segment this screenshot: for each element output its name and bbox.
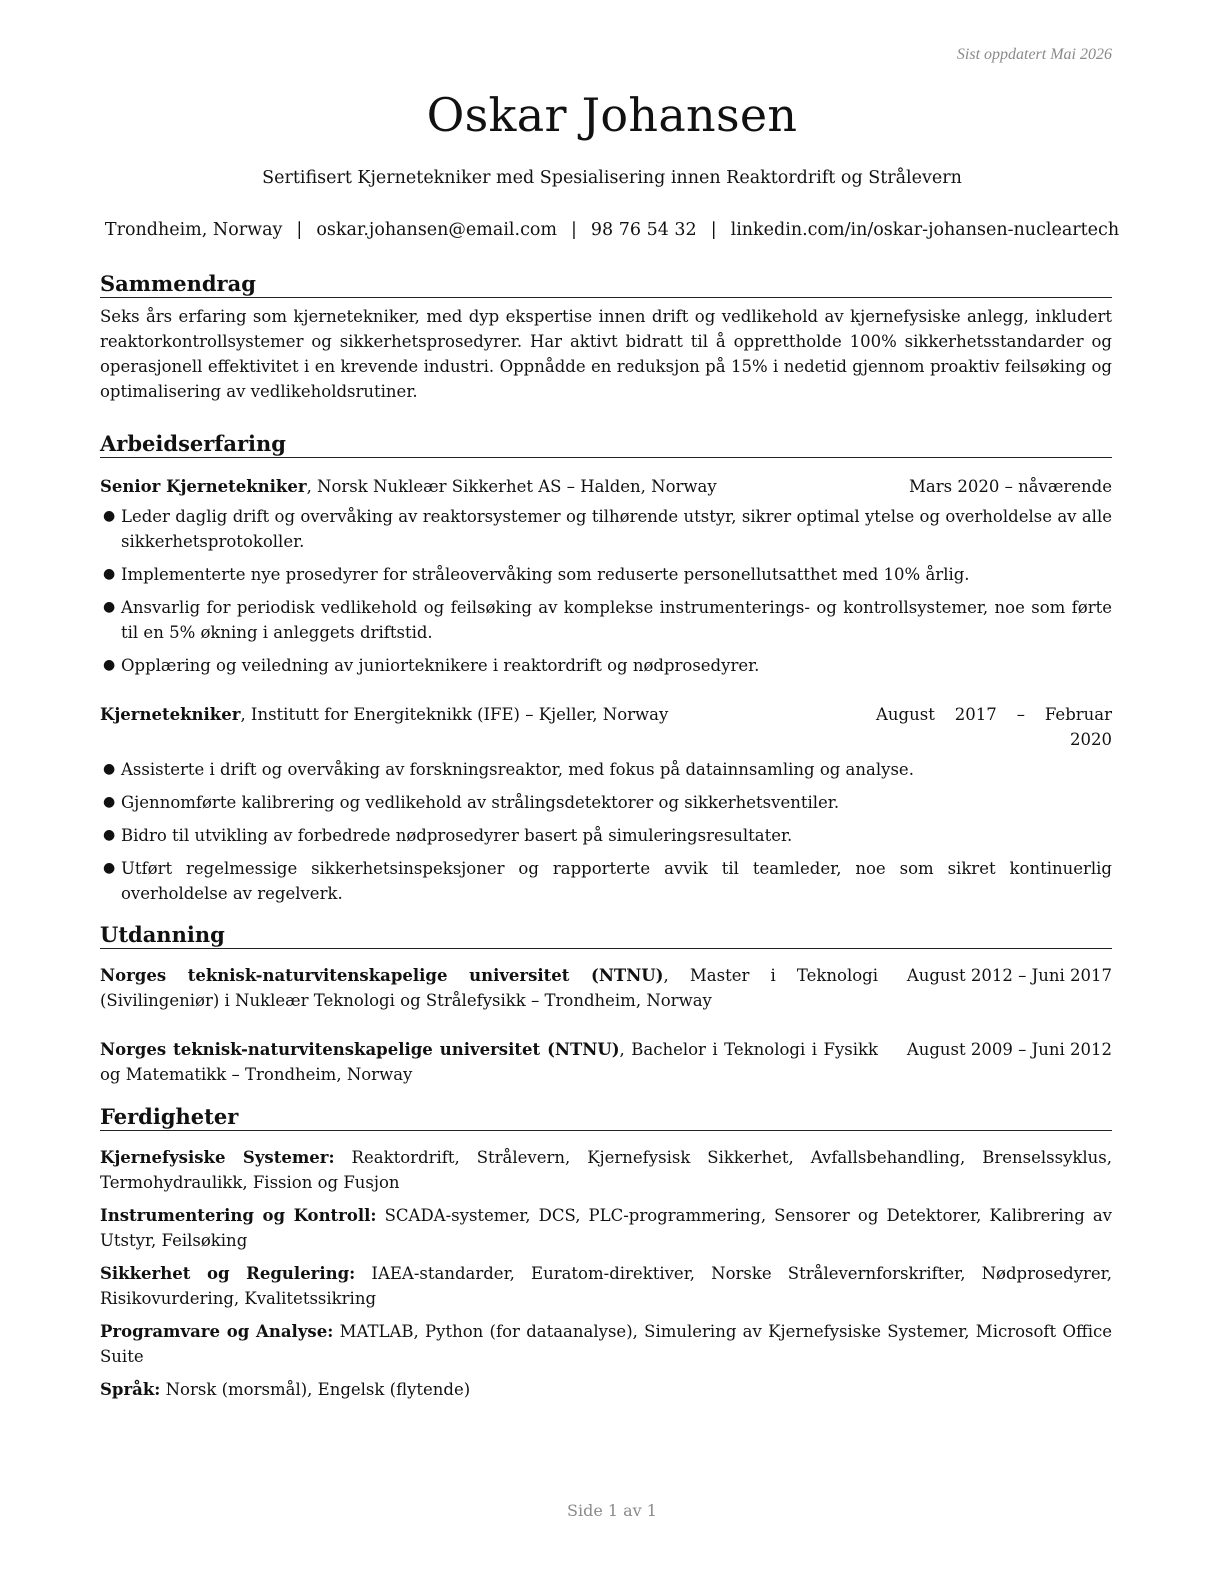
skill-value: Norsk (morsmål), Engelsk (flytende) xyxy=(160,1380,471,1399)
skill-label: Språk: xyxy=(100,1380,161,1399)
contact-linkedin[interactable]: linkedin.com/in/oskar-johansen-nucleartech xyxy=(730,220,1120,240)
bullet-text: Gjennomførte kalibrering og vedlikehold av strålingsdetektorer og sikkerhetsventiler. xyxy=(121,793,840,812)
section-title-skills: Ferdigheter xyxy=(100,1104,1112,1131)
education-school: Norges teknisk-naturvitenskapelige universitet (NTNU) xyxy=(100,966,664,985)
list-item: ● Implementerte nye prosedyrer for stråleovervåking som reduserte personellutsatthet med 10% årlig. xyxy=(103,565,970,584)
contact-line xyxy=(0,220,1224,240)
contact-email[interactable]: oskar.johansen@email.com xyxy=(316,220,558,240)
contact-phone: 98 76 54 32 xyxy=(590,220,697,240)
job-org: , Institutt for Energiteknikk (IFE) – Kjeller, Norway xyxy=(240,705,669,724)
education-program: , Master i Teknologi (Sivilingeniør) i Nukleær Teknologi og Strålefysikk – Trondheim, Norway xyxy=(100,966,879,1010)
skill-row xyxy=(100,1261,1112,1311)
page-number: Side 1 av 1 xyxy=(567,1501,657,1520)
skills-section xyxy=(100,1104,1112,1402)
job-role: Senior Kjernetekniker xyxy=(100,477,307,496)
list-item: ● Leder daglig drift og overvåking av reaktorsystemer og tilhørende utstyr, sikrer optimal ytelse og overholdelse av alle sikkerhetsprotokoller. xyxy=(103,507,1112,551)
candidate-subtitle: Sertifisert Kjernetekniker med Spesialisering innen Reaktordrift og Strålevern xyxy=(262,168,962,188)
job-role: Kjernetekniker xyxy=(100,705,241,724)
skill-row xyxy=(100,1145,1112,1195)
education-dates: August 2012 – Juni 2017 xyxy=(906,966,1112,985)
list-item: ● Bidro til utvikling av forbedrede nødprosedyrer basert på simuleringsresultater. xyxy=(103,826,793,845)
job-header xyxy=(100,702,1112,752)
skill-label: Sikkerhet og Regulering: xyxy=(100,1264,356,1283)
education-section xyxy=(100,922,1112,1087)
education-program: , Bachelor i Teknologi i Fysikk og Matematikk – Trondheim, Norway xyxy=(100,1040,879,1084)
experience-section xyxy=(100,431,1112,914)
job-dates: Mars 2020 – nåværende xyxy=(909,477,1112,496)
skill-value: Reaktordrift, Strålevern, Kjernefysisk Sikkerhet, Avfallsbehandling, Brenselssyklus, Termohydraulikk, Fission og Fusjon xyxy=(100,1148,1112,1192)
contact-separator: | xyxy=(571,220,577,240)
job-dates: August 2017 – Februar 2020 xyxy=(876,705,1112,749)
section-title-experience: Arbeidserfaring xyxy=(100,431,1112,458)
job-bullets xyxy=(100,504,1112,678)
skill-value: MATLAB, Python (for dataanalyse), Simulering av Kjernefysiske Systemer, Microsoft Office Suite xyxy=(100,1322,1112,1366)
skill-label: Kjernefysiske Systemer: xyxy=(100,1148,335,1167)
contact-separator: | xyxy=(710,220,717,240)
job-title xyxy=(100,474,909,499)
education-item xyxy=(100,1037,1112,1087)
education-school: Norges teknisk-naturvitenskapelige universitet (NTNU) xyxy=(100,1040,620,1059)
contact-location: Trondheim, Norway xyxy=(104,220,283,240)
job-header xyxy=(100,474,1112,499)
list-item: ● Gjennomførte kalibrering og vedlikehold av strålingsdetektorer og sikkerhetsventiler. xyxy=(103,793,840,812)
education-degree xyxy=(100,963,878,1013)
bullet-text: Leder daglig drift og overvåking av reaktorsystemer og tilhørende utstyr, sikrer optimal ytelse og overholdelse av alle sikkerhetsprotokoller. xyxy=(121,507,1112,551)
list-item: ● Ansvarlig for periodisk vedlikehold og feilsøking av komplekse instrumenterings- og kontrollsystemer, noe som førte til en 5% økning i anleggets driftstid. xyxy=(103,598,1112,642)
summary-section xyxy=(100,271,1112,404)
section-title-education: Utdanning xyxy=(100,922,1112,949)
list-item: ● Opplæring og veiledning av juniorteknikere i reaktordrift og nødprosedyrer. xyxy=(103,656,760,675)
skill-label: Instrumentering og Kontroll: xyxy=(100,1206,377,1225)
job-bullets xyxy=(100,757,1112,906)
bullet-text: Opplæring og veiledning av juniorteknikere i reaktordrift og nødprosedyrer. xyxy=(121,656,760,675)
bullet-text: Bidro til utvikling av forbedrede nødprosedyrer basert på simuleringsresultater. xyxy=(121,826,793,845)
bullet-text: Implementerte nye prosedyrer for stråleovervåking som reduserte personellutsatthet med 10% årlig. xyxy=(121,565,970,584)
list-item: ● Assisterte i drift og overvåking av forskningsreaktor, med fokus på datainnsamling og analyse. xyxy=(103,760,914,779)
skill-value: SCADA-systemer, DCS, PLC-programmering, Sensorer og Detektorer, Kalibrering av Utstyr, Feilsøking xyxy=(100,1206,1112,1250)
contact-separator: | xyxy=(296,220,303,240)
bullet-text: Ansvarlig for periodisk vedlikehold og feilsøking av komplekse instrumenterings- og kontrollsystemer, noe som førte til en 5% økning i anleggets driftstid. xyxy=(121,598,1112,642)
education-degree xyxy=(100,1037,878,1087)
candidate-name: Oskar Johansen xyxy=(426,88,798,142)
skill-row xyxy=(100,1377,1112,1402)
summary-text: Seks års erfaring som kjernetekniker, med dyp ekspertise innen drift og vedlikehold av kjernefysiske anlegg, inkludert reaktorkontrollsystemer og sikkerhetsprosedyrer. Har aktivt bidratt til å opprettholde 100% sikkerhetsstandarder og operasjonell effektivitet i en krevende industri. Oppnådde en reduksjon på 15% i nedetid gjennom proaktiv feilsøking og optimalisering av vedlikeholdsrutiner. xyxy=(100,307,1112,401)
bullet-text: Utført regelmessige sikkerhetsinspeksjoner og rapporterte avvik til teamleder, noe som sikret kontinuerlig overholdelse av regelverk. xyxy=(121,859,1112,903)
skill-label: Programvare og Analyse: xyxy=(100,1322,334,1341)
skill-value: IAEA-standarder, Euratom-direktiver, Norske Strålevernforskrifter, Nødprosedyrer, Risikovurdering, Kvalitetssikring xyxy=(100,1264,1113,1308)
skill-row xyxy=(100,1203,1112,1253)
last-updated: Sist oppdatert Mai 2026 xyxy=(956,46,1112,63)
bullet-text: Assisterte i drift og overvåking av forskningsreaktor, med fokus på datainnsamling og analyse. xyxy=(121,760,914,779)
job-org: , Norsk Nukleær Sikkerhet AS – Halden, Norway xyxy=(306,477,717,496)
education-dates: August 2009 – Juni 2012 xyxy=(906,1040,1112,1059)
job-title xyxy=(100,702,876,727)
education-item xyxy=(100,963,1112,1013)
skill-row xyxy=(100,1319,1112,1369)
section-title-summary: Sammendrag xyxy=(100,271,1112,298)
list-item: ● Utført regelmessige sikkerhetsinspeksjoner og rapporterte avvik til teamleder, noe som sikret kontinuerlig overholdelse av regelverk. xyxy=(103,859,1112,903)
